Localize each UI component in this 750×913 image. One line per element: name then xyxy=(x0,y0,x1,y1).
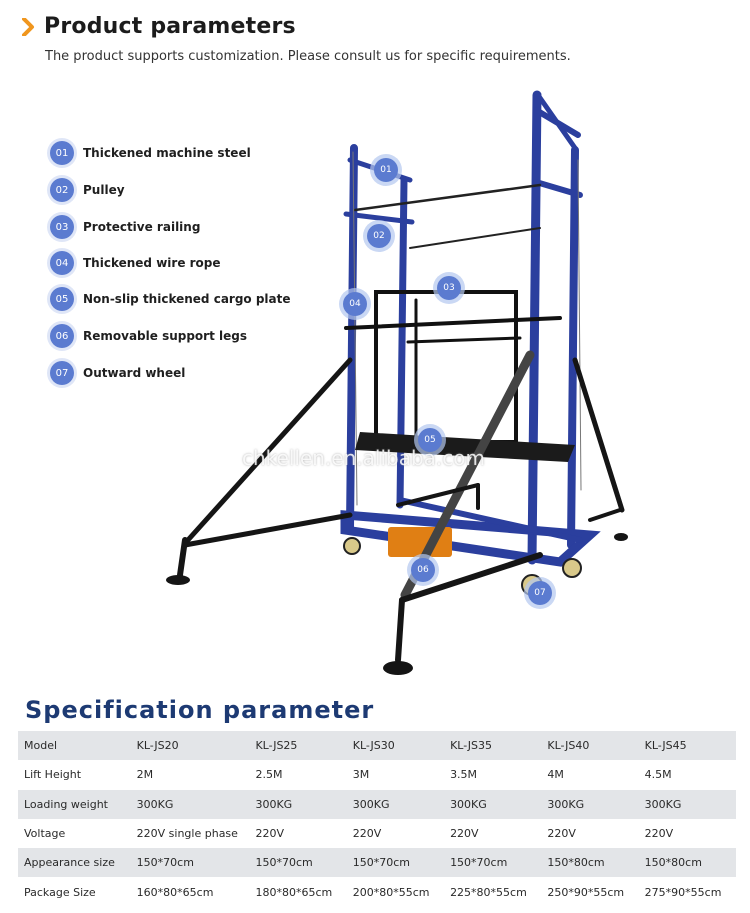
table-cell: Package Size xyxy=(24,885,96,899)
watermark: chkellen.en.alibaba.com xyxy=(242,446,485,470)
feature-number-badge: 02 xyxy=(50,178,74,202)
table-cell: 220V xyxy=(255,827,284,841)
page-subtitle: The product supports customization. Please consult us for specific requirements. xyxy=(45,49,571,64)
table-cell: 220V xyxy=(547,827,576,841)
table-cell: 2M xyxy=(136,768,154,782)
spec-table xyxy=(18,731,736,907)
feature-label: Non-slip thickened cargo plate xyxy=(83,292,291,306)
table-row xyxy=(18,819,736,848)
table-cell: 4.5M xyxy=(644,768,672,782)
feature-number-badge: 04 xyxy=(50,251,74,275)
table-cell: KL-JS20 xyxy=(131,731,250,760)
table-cell: 220V xyxy=(644,827,674,841)
table-cell: KL-JS25 xyxy=(249,731,346,760)
feature-label: Thickened wire rope xyxy=(83,256,221,270)
table-cell: KL-JS40 xyxy=(541,731,638,760)
table-cell: Lift Height xyxy=(24,768,82,782)
table-cell: 150*80cm xyxy=(639,848,736,877)
table-cell: 220V xyxy=(450,827,479,841)
table-cell: 275*90*55cm xyxy=(644,885,722,899)
table-row xyxy=(18,760,736,789)
spec-title: Specification parameter xyxy=(25,696,375,724)
table-cell: 180*80*65cm xyxy=(255,885,333,899)
callout-badge: 02 xyxy=(367,224,391,248)
callout-badge: 06 xyxy=(411,558,435,582)
table-row xyxy=(18,848,736,877)
feature-number-badge: 05 xyxy=(50,287,74,311)
feature-label: Thickened machine steel xyxy=(83,146,251,160)
table-cell: 300KG xyxy=(444,790,541,819)
table-cell: 150*70cm xyxy=(347,848,444,877)
table-cell: 220V xyxy=(352,827,382,841)
callout-badge: 07 xyxy=(528,581,552,605)
table-cell: Model xyxy=(18,731,131,760)
table-row xyxy=(18,731,736,760)
table-row xyxy=(18,877,736,906)
table-cell: 150*70cm xyxy=(249,848,346,877)
table-row xyxy=(18,790,736,819)
table-cell: Voltage xyxy=(24,827,66,841)
table-cell: 300KG xyxy=(131,790,250,819)
feature-number-badge: 01 xyxy=(50,141,74,165)
table-cell: KL-JS45 xyxy=(639,731,736,760)
table-cell: 300KG xyxy=(541,790,638,819)
table-cell: KL-JS30 xyxy=(347,731,444,760)
table-cell: 160*80*65cm xyxy=(136,885,214,899)
feature-item xyxy=(50,177,125,203)
scaffold-lift-illustration xyxy=(160,80,640,690)
feature-number-badge: 06 xyxy=(50,324,74,348)
table-cell: KL-JS35 xyxy=(444,731,541,760)
callout-badge: 04 xyxy=(343,292,367,316)
table-cell: 300KG xyxy=(639,790,736,819)
callout-badge: 03 xyxy=(437,276,461,300)
feature-label: Protective railing xyxy=(83,220,201,234)
table-cell: 150*70cm xyxy=(444,848,541,877)
table-cell: 300KG xyxy=(249,790,346,819)
table-cell: 3.5M xyxy=(450,768,478,782)
feature-label: Outward wheel xyxy=(83,366,186,380)
chevron-right-icon xyxy=(22,18,36,36)
feature-label: Removable support legs xyxy=(83,329,247,343)
page-title: Product parameters xyxy=(44,14,296,39)
table-cell: 225*80*55cm xyxy=(450,885,527,899)
feature-number-badge: 07 xyxy=(50,361,74,385)
table-cell: Loading weight xyxy=(18,790,131,819)
table-cell: 220V single phase xyxy=(136,827,238,841)
table-cell: 200*80*55cm xyxy=(352,885,430,899)
table-cell: 2.5M xyxy=(255,768,283,782)
callout-badge: 05 xyxy=(418,428,442,452)
callout-badge: 01 xyxy=(374,158,398,182)
table-cell: 250*90*55cm xyxy=(547,885,625,899)
feature-label: Pulley xyxy=(83,183,125,197)
table-cell: 150*70cm xyxy=(131,848,250,877)
table-cell: 300KG xyxy=(347,790,444,819)
table-cell: 150*80cm xyxy=(541,848,638,877)
feature-number-badge: 03 xyxy=(50,215,74,239)
table-cell: 4M xyxy=(547,768,564,782)
table-cell: 3M xyxy=(352,768,370,782)
table-cell: Appearance size xyxy=(18,848,131,877)
